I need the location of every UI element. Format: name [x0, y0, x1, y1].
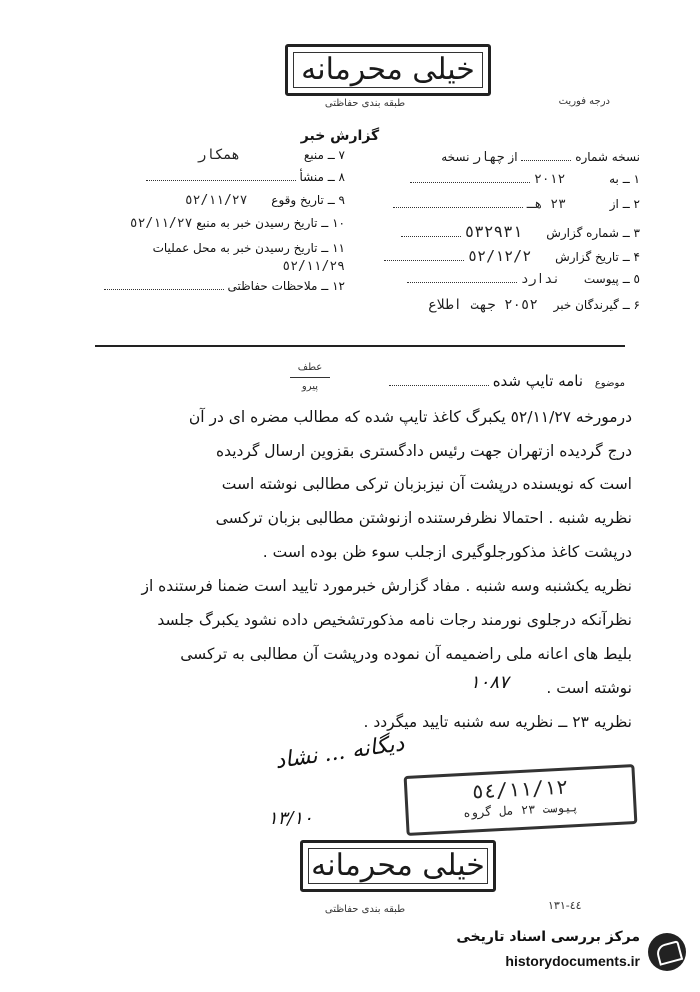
field-security-notes [95, 279, 345, 302]
subject-value: نامه تایپ شده [492, 372, 584, 390]
body-line-6: نظریه یکشنبه وسه شنبه . مفاد گزارش خبرمورد تایید است ضمنا فرستنده از [141, 577, 632, 595]
field-received-at-operations-label: ١١ ــ تاریخ رسیدن خبر به محل عملیات [152, 241, 345, 255]
book-icon [655, 940, 683, 966]
archive-watermark [418, 925, 688, 985]
field-attachment-value: ندارد [520, 272, 561, 287]
field-to [330, 172, 640, 197]
top-classification-stamp [285, 44, 491, 96]
field-received-by-source-value: ٥٢/١١/٢٧ [129, 216, 193, 231]
body-line-10: نظریه ٢٣ ــ نظریه سه شنبه تایید میگردد . [363, 713, 632, 731]
field-occurrence-date-label: ٩ ــ تاریخ وقوع [271, 193, 345, 207]
field-occurrence-date-value: ٥٢/١١/٢٧ [184, 193, 248, 208]
copy-handwritten: چهار [473, 150, 505, 165]
signature: دیگانه ... نشاد [273, 731, 406, 775]
field-report-number-value: ٥٣٢٩٣١ [464, 222, 523, 241]
field-report-date [330, 247, 640, 272]
field-received-by-source [95, 216, 345, 239]
field-source-label: ٧ ــ منبع [303, 148, 345, 162]
field-report-date-label: ۴ ــ تاریخ گزارش [555, 250, 640, 264]
priority-label: درجه فوریت [558, 96, 610, 107]
field-recipients-value: ٢٠٥٢ جهت اطلاع [428, 297, 538, 313]
field-from-value: ٢٣ هـ [526, 197, 566, 212]
field-source-value: همکار [197, 147, 240, 163]
form-code: ٤٤-١٣١ [548, 899, 582, 912]
reference-sub-label: پیرو [301, 381, 319, 392]
field-source [95, 147, 345, 170]
subject-label: موضوع [594, 378, 625, 389]
copy-line [400, 150, 640, 165]
reference-divider [290, 377, 330, 378]
field-occurrence-date [95, 193, 345, 216]
field-to-label: ١ ــ به [609, 172, 640, 186]
handwritten-note: ١٠٨٧ [470, 672, 509, 693]
archive-website: historydocuments.ir [505, 953, 640, 969]
body-line-1: درمورخه ٥٢/١١/٢٧ یکبرگ کاغذ تایپ شده که مطالب مضره ای در آن [188, 408, 632, 426]
field-recipients-label: ۶ ــ گیرندگان خبر [553, 298, 640, 312]
body-line-2: درج گردیده ازتهران جهت رئیس دادگستری بقزوین ارسال گردیده [215, 442, 632, 460]
top-classification-text: خیلی محرمانه [301, 52, 475, 87]
field-received-by-source-label: ١٠ ــ تاریخ رسیدن خبر به منبع [196, 216, 345, 230]
archive-center-name: مرکز بررسی اسناد تاریخی [456, 929, 640, 945]
body-line-5: درپشت کاغذ مذکورجلوگیری ازجلب سوء ظن بوده است . [262, 543, 632, 561]
bottom-classification-stamp [300, 840, 496, 892]
field-report-date-value: ٥٢/١٢/٢ [468, 247, 532, 265]
field-received-at-operations [95, 239, 345, 279]
body-line-9: نوشته است . [546, 679, 632, 697]
copy-prefix: نسخه شماره [575, 150, 640, 164]
stamp-inner-border [293, 52, 483, 88]
field-to-value: ٢٠١٢ [533, 172, 566, 187]
body-line-7: نظرآنکه درجلوی نورمند رجات نامه مذکورتشخیص داده نشود یکبرگ جلسد [157, 611, 632, 629]
form-title: گزارش خبر [300, 128, 380, 144]
subject-line [325, 372, 625, 390]
field-from [330, 197, 640, 222]
body-line-3: است که نویسنده درپشت آن نیزبزبان ترکی مطالبی نوشته است [221, 475, 632, 493]
body-line-8: بلیط های اعانه ملی راضمیمه آن نموده ودرپشت آن مطالبی به ترکسی [180, 645, 632, 663]
handwritten-date: ١٣/١٠ [268, 808, 313, 829]
field-report-number [330, 222, 640, 247]
bottom-classification-caption: طبقه بندی حفاظتی [324, 904, 406, 915]
archive-logo-icon [648, 933, 686, 971]
field-origin [95, 170, 345, 193]
left-fields [95, 147, 345, 302]
field-attachment [330, 272, 640, 297]
right-fields [330, 172, 640, 322]
copy-from: از [508, 150, 518, 164]
field-origin-label: ٨ ــ منشأ [299, 170, 345, 184]
bottom-classification-text: خیلی محرمانه [311, 848, 485, 883]
copy-suffix: نسخه [441, 150, 470, 164]
bottom-stamp-inner-border [308, 848, 488, 884]
field-from-label: ٢ ــ از [609, 197, 640, 211]
received-stamp-line1: ٥٤/١١/١٢ [471, 774, 569, 804]
field-security-notes-label: ١٢ ــ ملاحظات حفاظتی [227, 279, 345, 293]
separator-line [95, 345, 625, 347]
field-recipients [330, 297, 640, 322]
top-classification-caption: طبقه بندی حفاظتی [324, 98, 406, 109]
field-received-at-operations-value: ٥٢/١١/٢٩ [282, 259, 345, 274]
body-line-4: نظریه شنبه . احتمالا نظرفرستنده ازنوشتن مطالبی بزبان ترکسی [215, 509, 632, 527]
received-stamp-line2: پیوست ٢٣ مل گروه [462, 799, 580, 821]
field-attachment-label: ٥ ــ پیوست [583, 272, 640, 286]
received-stamp [404, 764, 638, 836]
field-report-number-label: ٣ ــ شماره گزارش [546, 226, 640, 240]
reference-label: عطف [297, 362, 323, 373]
